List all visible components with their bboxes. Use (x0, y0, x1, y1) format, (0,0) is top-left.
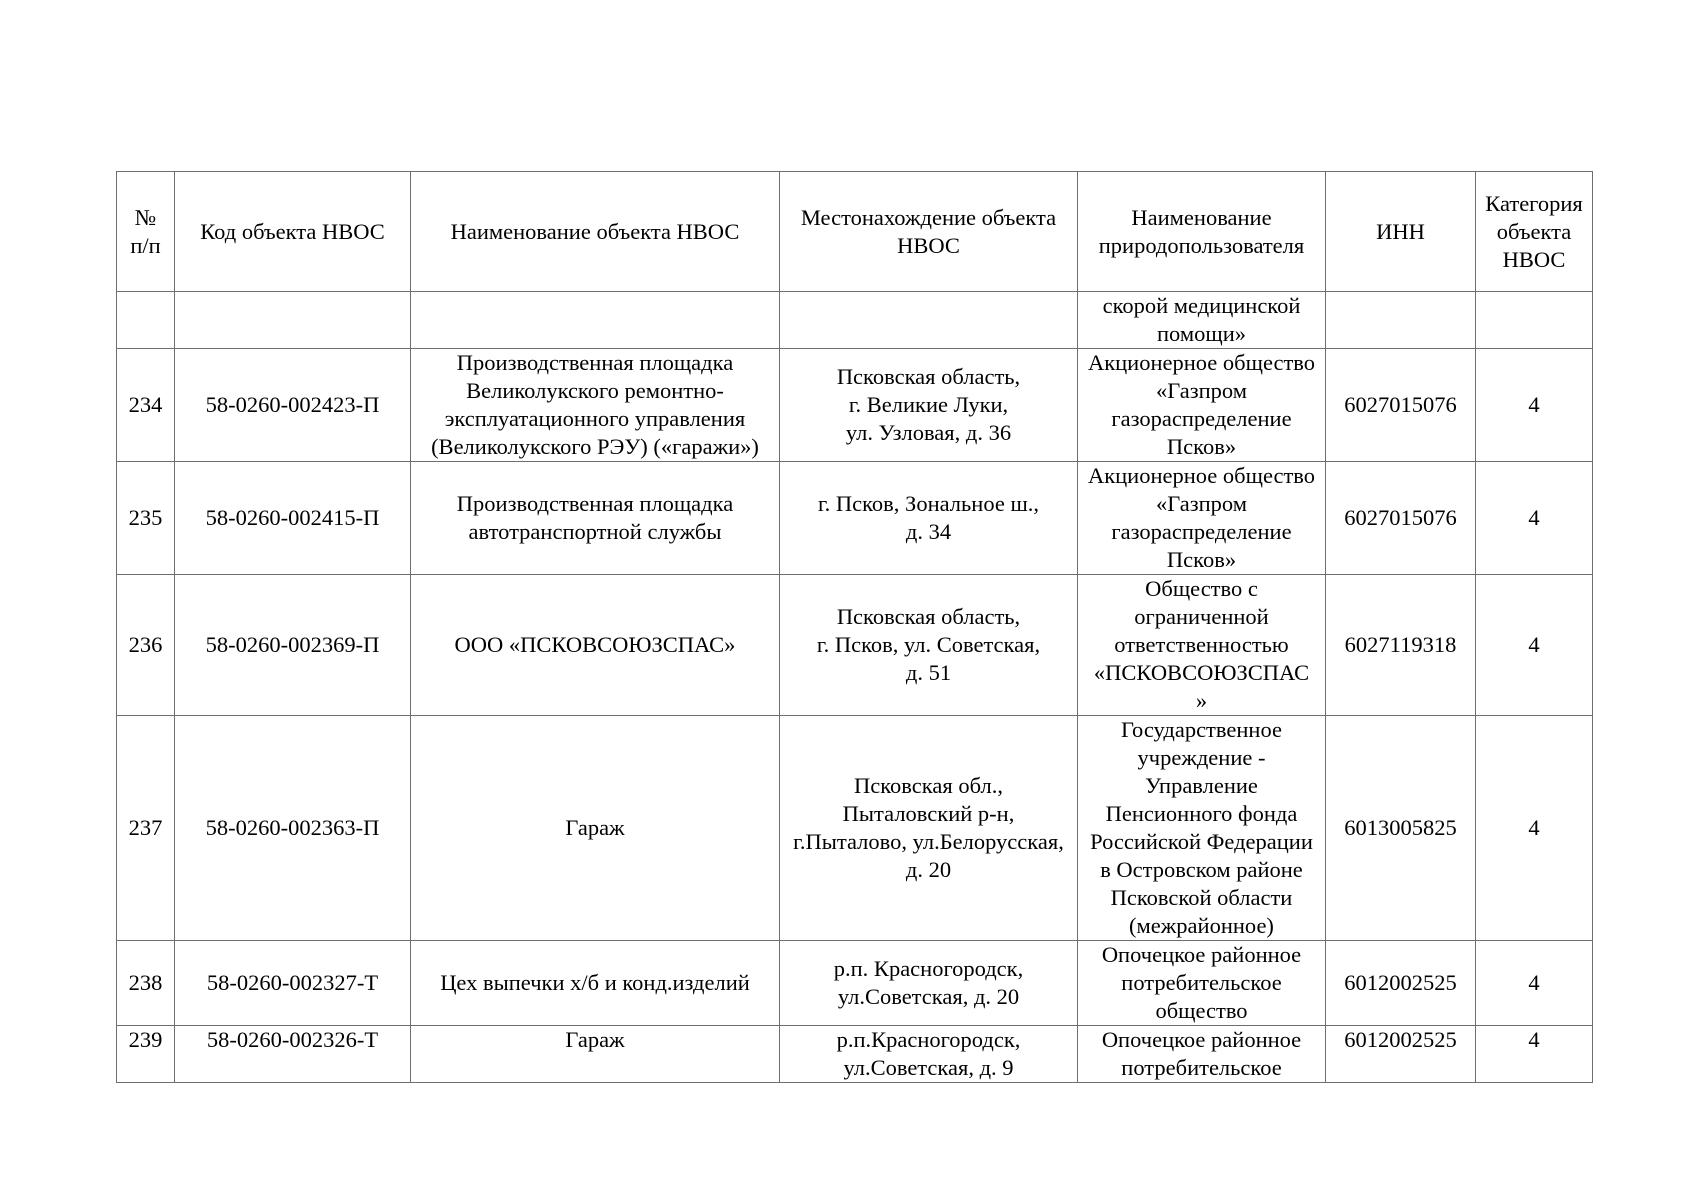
cell-inn: 6027015076 (1326, 349, 1476, 462)
cell-user: Общество с ограниченной ответственностью «ПСКОВСОЮЗСПАС » (1078, 575, 1326, 716)
cell-location: р.п. Красногородск, ул.Советская, д. 20 (780, 941, 1078, 1026)
cell-user: Опочецкое районное потребительское общество (1078, 941, 1326, 1026)
header-inn: ИНН (1326, 172, 1476, 292)
cell-user: Акционерное общество «Газпром газораспределение Псков» (1078, 349, 1326, 462)
cell-code: 58-0260-002326-Т (175, 1026, 411, 1083)
cell-user: Опочецкое районное потребительское (1078, 1026, 1326, 1083)
header-row (117, 172, 1593, 292)
cell-location: Псковская область, г. Псков, ул. Советская, д. 51 (780, 575, 1078, 716)
cell-location (780, 292, 1078, 349)
cell-location: Псковская область, г. Великие Луки, ул. Узловая, д. 36 (780, 349, 1078, 462)
cell-inn: 6027119318 (1326, 575, 1476, 716)
cell-category: 4 (1476, 349, 1593, 462)
cell-category: 4 (1476, 1026, 1593, 1083)
cell-num: 236 (117, 575, 175, 716)
cell-location: р.п.Красногородск, ул.Советская, д. 9 (780, 1026, 1078, 1083)
cell-location: Псковская обл., Пыталовский р-н, г.Пыталово, ул.Белорусская, д. 20 (780, 716, 1078, 941)
cell-num: 237 (117, 716, 175, 941)
cell-inn: 6027015076 (1326, 462, 1476, 575)
cell-category: 4 (1476, 575, 1593, 716)
cell-user: скорой медицинской помощи» (1078, 292, 1326, 349)
cell-inn: 6012002525 (1326, 941, 1476, 1026)
cell-name: Производственная площадка Великолукского ремонтно- эксплуатационного управления (Великолукского РЭУ) («гаражи») (411, 349, 780, 462)
header-name: Наименование объекта НВОС (411, 172, 780, 292)
cell-name: Гараж (411, 1026, 780, 1083)
table-row (117, 716, 1593, 941)
cell-category (1476, 292, 1593, 349)
cell-name: Цех выпечки х/б и конд.изделий (411, 941, 780, 1026)
cell-name: Производственная площадка автотранспортной службы (411, 462, 780, 575)
cell-code: 58-0260-002423-П (175, 349, 411, 462)
cell-user: Акционерное общество «Газпром газораспределение Псков» (1078, 462, 1326, 575)
cell-location: г. Псков, Зональное ш., д. 34 (780, 462, 1078, 575)
table-row (117, 349, 1593, 462)
cell-code: 58-0260-002327-Т (175, 941, 411, 1026)
cell-name (411, 292, 780, 349)
cell-inn: 6012002525 (1326, 1026, 1476, 1083)
cell-name: Гараж (411, 716, 780, 941)
header-num: № п/п (117, 172, 175, 292)
header-code: Код объекта НВОС (175, 172, 411, 292)
cell-user: Государственное учреждение - Управление Пенсионного фонда Российской Федерации в Островском районе Псковской области (межрайонное) (1078, 716, 1326, 941)
cell-code: 58-0260-002363-П (175, 716, 411, 941)
cell-code: 58-0260-002369-П (175, 575, 411, 716)
cell-inn: 6013005825 (1326, 716, 1476, 941)
cell-num: 238 (117, 941, 175, 1026)
cell-code: 58-0260-002415-П (175, 462, 411, 575)
registry-table (116, 171, 1593, 1083)
header-user: Наименование природопользователя (1078, 172, 1326, 292)
cell-num: 234 (117, 349, 175, 462)
header-category: Категория объекта НВОС (1476, 172, 1593, 292)
continuation-row (117, 292, 1593, 349)
header-location: Местонахождение объекта НВОС (780, 172, 1078, 292)
table-row (117, 941, 1593, 1026)
cell-num: 239 (117, 1026, 175, 1083)
cell-num (117, 292, 175, 349)
table-row (117, 1026, 1593, 1083)
cell-num: 235 (117, 462, 175, 575)
cell-code (175, 292, 411, 349)
cell-category: 4 (1476, 716, 1593, 941)
cell-name: ООО «ПСКОВСОЮЗСПАС» (411, 575, 780, 716)
cell-inn (1326, 292, 1476, 349)
table-row (117, 462, 1593, 575)
table-row (117, 575, 1593, 716)
cell-category: 4 (1476, 941, 1593, 1026)
cell-category: 4 (1476, 462, 1593, 575)
